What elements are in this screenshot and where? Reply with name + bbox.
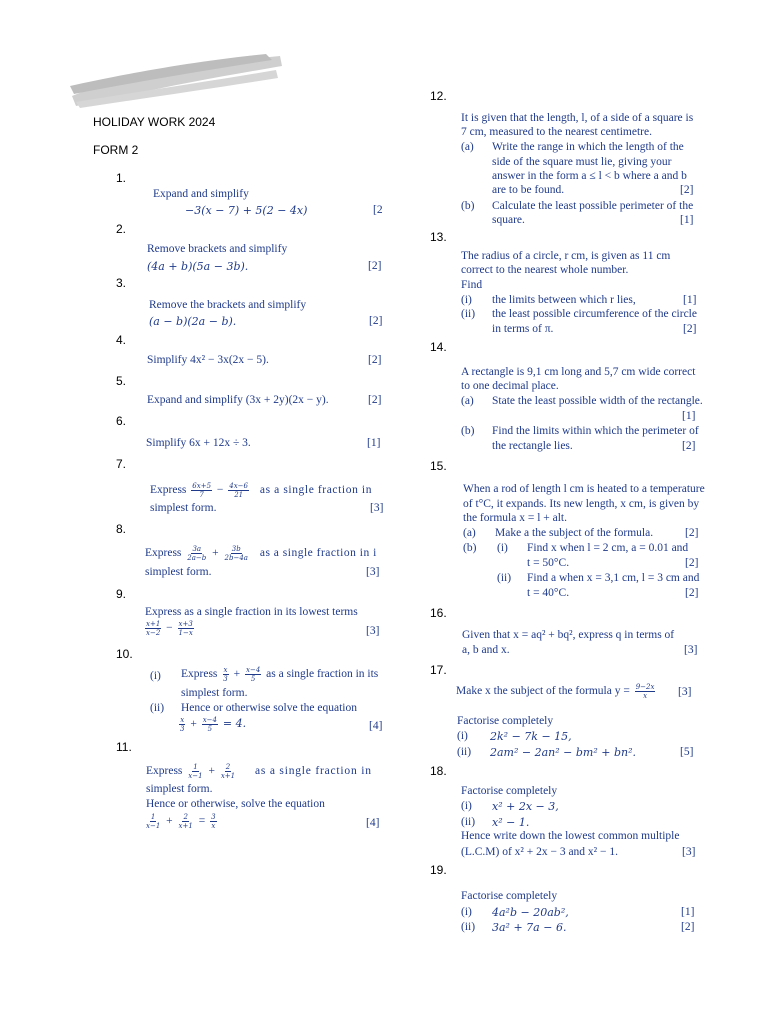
- question-text: side of the square must lie, giving your: [492, 156, 672, 168]
- question-text: Expand and simplify (3x + 2y)(2x − y).: [147, 394, 329, 406]
- math-expression: = 4.: [222, 717, 247, 731]
- numerator: 3a: [192, 545, 202, 553]
- denominator: 5: [250, 675, 256, 683]
- question-text: as a single fraction in: [254, 765, 372, 778]
- subpart-label: (i): [497, 542, 508, 554]
- fraction: [178, 813, 194, 830]
- question-number: 4.: [116, 333, 127, 347]
- question-number: 16.: [430, 606, 447, 620]
- question-text: 7 cm, measured to the nearest centimetre.: [461, 126, 652, 138]
- operator: =: [198, 815, 206, 828]
- question-text: simplest form.: [181, 687, 248, 699]
- fraction: [228, 482, 249, 499]
- subpart-label: (a): [461, 141, 474, 153]
- question-text: Make x the subject of the formula y =: [456, 685, 630, 698]
- math-expression: x² + 2x − 3,: [492, 800, 559, 813]
- question-text: State the least possible width of the rectangle.: [492, 395, 703, 407]
- numerator: x−4: [202, 716, 217, 724]
- question-text: of t°C, it expands. Its new length, x cm, is given by: [463, 498, 700, 510]
- question-text: Given that x = aq² + bq², express q in terms of: [462, 629, 675, 641]
- fraction: [202, 716, 218, 733]
- subpart-label: (i): [457, 730, 468, 742]
- math-expression: −3(x − 7) + 5(2 − 4x): [185, 204, 308, 217]
- numerator: x: [223, 666, 228, 674]
- subpart-label: (a): [461, 395, 474, 407]
- marks-label: [1]: [681, 906, 695, 918]
- subpart-label: (ii): [457, 746, 472, 758]
- question-number: 9.: [116, 587, 127, 601]
- operator: +: [208, 765, 215, 778]
- marks-label: [2]: [368, 260, 382, 272]
- subpart-label: (i): [461, 800, 472, 812]
- numerator: 3: [211, 813, 216, 821]
- denominator: 1−x: [178, 629, 193, 637]
- question-text: in terms of π.: [492, 323, 554, 335]
- denominator: x+1: [178, 822, 193, 830]
- question-text: a, b and x.: [462, 644, 510, 656]
- operator: +: [190, 718, 197, 731]
- question-text: Express as a single fraction in its lowest terms: [145, 606, 358, 618]
- denominator: 3: [180, 725, 185, 733]
- question-text: Factorise completely: [457, 715, 554, 727]
- math-expression: (4a + b)(5a − 3b).: [147, 260, 249, 273]
- question-number: 5.: [116, 374, 127, 388]
- marks-label: [1]: [682, 410, 696, 422]
- subpart-label: (b): [461, 425, 475, 437]
- marks-label: [4]: [369, 720, 383, 732]
- question-text: the formula x = l + alt.: [463, 512, 567, 524]
- marks-label: [3]: [366, 566, 380, 578]
- question-text: Write the range in which the length of the: [492, 141, 684, 153]
- math-expression: 2am² − 2an² − bm² + bn².: [490, 746, 636, 759]
- question-text: When a rod of length l cm is heated to a temperature: [463, 483, 705, 495]
- question-text: Expand and simplify: [153, 188, 249, 200]
- marks-label: [2]: [368, 354, 382, 366]
- marks-label: [5]: [680, 746, 694, 758]
- operator: +: [166, 815, 173, 828]
- numerator: 1: [193, 763, 198, 771]
- subpart-label: (ii): [461, 816, 476, 828]
- denominator: x−2: [146, 629, 161, 637]
- question-text: square.: [492, 214, 525, 226]
- numerator: 9−2x: [635, 683, 655, 691]
- numerator: 1: [150, 813, 156, 821]
- question-number: 13.: [430, 230, 447, 244]
- question-text: as a single fraction in its: [266, 668, 379, 681]
- question-text: Find: [461, 279, 483, 291]
- question-number: 8.: [116, 522, 127, 536]
- question-text: t = 40°C.: [527, 587, 570, 599]
- question-line: [143, 620, 196, 637]
- fraction: [245, 666, 261, 683]
- question-text: simplest form.: [150, 502, 217, 514]
- question-text: A rectangle is 9,1 cm long and 5,7 cm wide correct: [461, 366, 696, 378]
- numerator: 2: [225, 763, 231, 771]
- form-label: FORM 2: [93, 143, 139, 157]
- marks-label: [1]: [683, 294, 697, 306]
- question-text: Simplify 6x + 12x ÷ 3.: [146, 437, 251, 449]
- operator: −: [216, 484, 224, 497]
- question-number: 11.: [116, 740, 132, 754]
- fraction: [145, 813, 161, 830]
- question-text: Remove the brackets and simplify: [149, 299, 307, 311]
- denominator: 21: [234, 491, 244, 499]
- question-number: 10.: [116, 647, 133, 661]
- subpart-label: (ii): [150, 702, 165, 714]
- question-text: correct to the nearest whole number.: [461, 264, 629, 276]
- numerator: x−4: [246, 666, 261, 674]
- operator: +: [233, 668, 241, 681]
- operator: −: [166, 622, 173, 635]
- marks-label: [3]: [682, 846, 696, 858]
- question-number: 15.: [430, 459, 447, 473]
- question-text: the least possible circumference of the circle: [492, 308, 697, 320]
- math-expression: (a − b)(2a − b).: [149, 315, 237, 328]
- question-text: Hence write down the lowest common multiple: [461, 830, 680, 842]
- subpart-label: (b): [463, 542, 477, 554]
- numerator: x+3: [178, 620, 193, 628]
- question-text: Find a when x = 3,1 cm, l = 3 cm and: [527, 572, 700, 584]
- marks-label: [1]: [367, 437, 381, 449]
- question-number: 18.: [430, 764, 447, 778]
- math-expression: 3a² + 7a − 6.: [492, 921, 567, 934]
- subpart-label: (i): [461, 906, 472, 918]
- denominator: x−1: [146, 822, 161, 830]
- fraction: [220, 763, 236, 780]
- marks-label: [2]: [685, 557, 699, 569]
- marks-label: [2]: [682, 440, 696, 452]
- numerator: x+1: [146, 620, 161, 628]
- denominator: 7: [199, 491, 204, 499]
- question-text: It is given that the length, l, of a side of a square is: [461, 112, 694, 124]
- marks-label: [3]: [684, 644, 698, 656]
- redaction-scribble: [66, 52, 286, 110]
- marks-label: [1]: [680, 214, 694, 226]
- question-text: the limits between which r lies,: [492, 294, 636, 306]
- question-number: 7.: [116, 457, 127, 471]
- question-text: Hence or otherwise solve the equation: [181, 702, 357, 714]
- numerator: x: [180, 716, 185, 724]
- question-text: are to be found.: [492, 184, 565, 196]
- question-line: [177, 716, 246, 733]
- question-text: simplest form.: [145, 566, 212, 578]
- question-text: Find x when l = 2 cm, a = 0.01 and: [527, 542, 689, 554]
- question-line: [146, 763, 372, 780]
- math-expression: 4a²b − 20ab²,: [492, 906, 569, 919]
- numerator: 3b: [231, 545, 241, 553]
- question-number: 2.: [116, 222, 127, 236]
- question-text: (L.C.M) of x² + 2x − 3 and x² − 1.: [461, 846, 618, 858]
- question-number: 12.: [430, 89, 447, 103]
- math-expression: 2k² − 7k − 15,: [490, 730, 572, 743]
- question-text: Express: [150, 484, 187, 497]
- question-text: Express: [145, 547, 182, 560]
- fraction: [210, 813, 216, 830]
- question-text: Calculate the least possible perimeter of the: [492, 200, 694, 212]
- question-text: Hence or otherwise, solve the equation: [146, 798, 325, 810]
- question-number: 1.: [116, 171, 127, 185]
- marks-label: [2: [373, 204, 383, 216]
- fraction: [222, 666, 228, 683]
- fraction: [186, 545, 207, 562]
- marks-label: [3]: [370, 502, 384, 514]
- marks-label: [2]: [685, 527, 699, 539]
- subpart-label: (ii): [461, 921, 476, 933]
- question-text: Express: [146, 765, 183, 778]
- numerator: 2: [183, 813, 188, 821]
- question-text: as a single fraction in: [259, 484, 373, 497]
- question-text: as a single fraction in i: [259, 547, 377, 560]
- numerator: 4x−6: [229, 482, 249, 490]
- denominator: 2a−b: [187, 554, 207, 562]
- question-text: answer in the form a ≤ l < b where a and b: [492, 170, 687, 182]
- subpart-label: (ii): [497, 572, 512, 584]
- marks-label: [2]: [369, 315, 383, 327]
- question-text: to one decimal place.: [461, 380, 559, 392]
- question-text: Express: [181, 668, 218, 681]
- question-line: [143, 813, 219, 830]
- question-line: [456, 683, 657, 700]
- marks-label: [2]: [683, 323, 697, 335]
- fraction: [179, 716, 185, 733]
- question-line: [145, 545, 377, 562]
- question-text: Find the limits within which the perimeter of: [492, 425, 699, 437]
- denominator: x: [643, 692, 648, 700]
- marks-label: [2]: [681, 921, 695, 933]
- question-text: Make a the subject of the formula.: [495, 527, 654, 539]
- fraction: [224, 545, 249, 562]
- subpart-label: (i): [150, 670, 161, 682]
- worksheet-title: HOLIDAY WORK 2024: [93, 115, 216, 129]
- denominator: x−1: [188, 772, 203, 780]
- subpart-label: (i): [461, 294, 472, 306]
- question-line: [181, 666, 378, 683]
- fraction: [635, 683, 656, 700]
- marks-label: [2]: [685, 587, 699, 599]
- denominator: 5: [207, 725, 213, 733]
- question-number: 17.: [430, 663, 447, 677]
- question-text: t = 50°C.: [527, 557, 570, 569]
- marks-label: [3]: [678, 686, 692, 698]
- denominator: x: [211, 822, 216, 830]
- question-number: 19.: [430, 863, 447, 877]
- subpart-label: (ii): [461, 308, 476, 320]
- fraction: [191, 482, 212, 499]
- subpart-label: (a): [463, 527, 476, 539]
- denominator: 2b−4a: [224, 554, 248, 562]
- marks-label: [2]: [680, 184, 694, 196]
- question-text: The radius of a circle, r cm, is given as 11 cm: [461, 250, 671, 262]
- question-number: 6.: [116, 414, 127, 428]
- question-text: the rectangle lies.: [492, 440, 573, 452]
- question-text: simplest form.: [146, 783, 213, 795]
- question-number: 3.: [116, 276, 127, 290]
- question-text: Factorise completely: [461, 785, 558, 797]
- question-number: 14.: [430, 340, 447, 354]
- operator: +: [212, 547, 219, 560]
- question-text: Remove brackets and simplify: [147, 243, 288, 255]
- question-text: Factorise completely: [461, 890, 558, 902]
- math-expression: x² − 1.: [492, 816, 530, 829]
- denominator: x+1: [220, 772, 236, 780]
- fraction: [178, 620, 194, 637]
- numerator: 6x+5: [192, 482, 212, 490]
- fraction: [145, 620, 161, 637]
- subpart-label: (b): [461, 200, 475, 212]
- question-text: Simplify 4x² − 3x(2x − 5).: [147, 354, 269, 366]
- question-line: [150, 482, 372, 499]
- fraction: [187, 763, 203, 780]
- denominator: 3: [223, 675, 228, 683]
- marks-label: [4]: [366, 817, 380, 829]
- marks-label: [3]: [366, 625, 380, 637]
- marks-label: [2]: [368, 394, 382, 406]
